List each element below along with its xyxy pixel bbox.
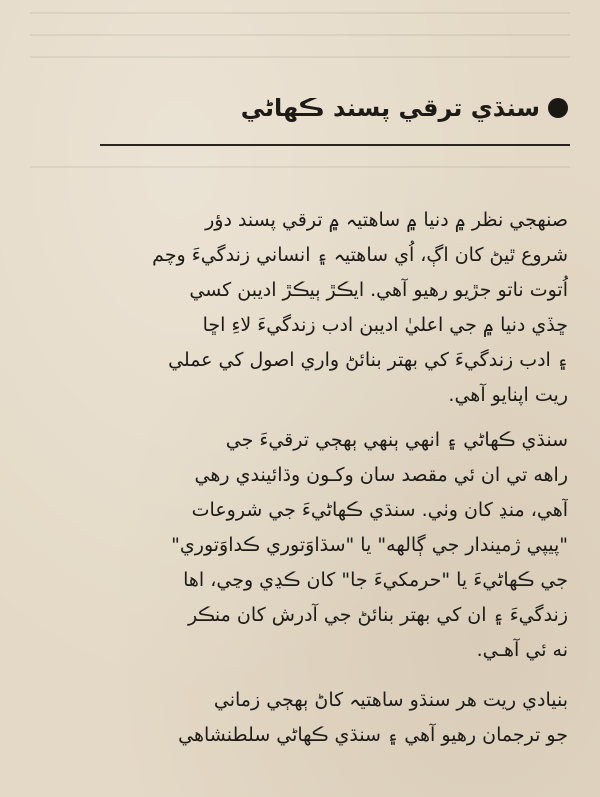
bullet-icon [548,98,568,118]
text-line: صنهجي نظر ۾ دنيا ۾ ساهتيہ ۾ ترقي پسند دؤر [205,209,568,231]
text-line: بنيادي ريت هر سنڌو ساهتيہ کاڻ ٻهڄي زماني [213,689,568,711]
section-title: سنڌي ترقي پسند ڪهاڻي [240,94,540,122]
text-line: زندگيءَ ۽ ان کي بهتر بنائڻ جي آدرش کان منڪر [187,604,568,626]
text-line: ڇڏي دنيا ۾ جي اعليٰ اديبن ادب زندگيءَ لاءِ اڇا [202,314,568,336]
text-line: شروع ٿيڻ کان اڳ، اُي ساهتيہ ۽ انساني زندگيءَ وچم [152,244,568,266]
text-line: ريت اپنايو آهي. [448,384,568,406]
text-line: جي ڪهاڻيءَ يا "حرمکيءَ جا" کان ڪڍي وڃي، اها [183,569,568,591]
text-line: سنڌي ڪهاڻي ۽ انهي ٻنهي ٻهڄي ترقيءَ جي [225,429,568,451]
text-line: جو ترجمان رهيو آهي ۽ سنڌي ڪهاڻي سلطنشاهي [178,724,568,746]
paragraph-3 [36,683,568,753]
show-through-line [30,56,570,58]
text-line: آهي، منڍ کان وٺي. سنڌي ڪهاڻيءَ جي شروعات [191,499,568,521]
section-heading [0,88,600,128]
text-line: راهه تي ان ئي مقصد سان وکـون وڌائيندي رهي [194,464,568,486]
text-line: "پيپي ژميندار جي ڳالهه" يا "سڌاوَتوري ڪداوَتوري" [171,534,568,556]
paragraph-1 [36,203,568,413]
show-through-line [30,12,570,14]
paragraph-2 [36,423,568,668]
text-line: ۽ ادب زندگيءَ کي بهتر بنائڻ واري اصول کي عملي [168,349,568,371]
heading-underline [100,144,570,146]
text-line: اُتوت ناتو جڙيو رهيو آهي. ايڪڙ ٻيڪڙ اديبن کسي [189,279,568,301]
show-through-line [30,34,570,36]
show-through-line [30,166,570,168]
text-line: نه ئي آهـي. [476,639,568,661]
